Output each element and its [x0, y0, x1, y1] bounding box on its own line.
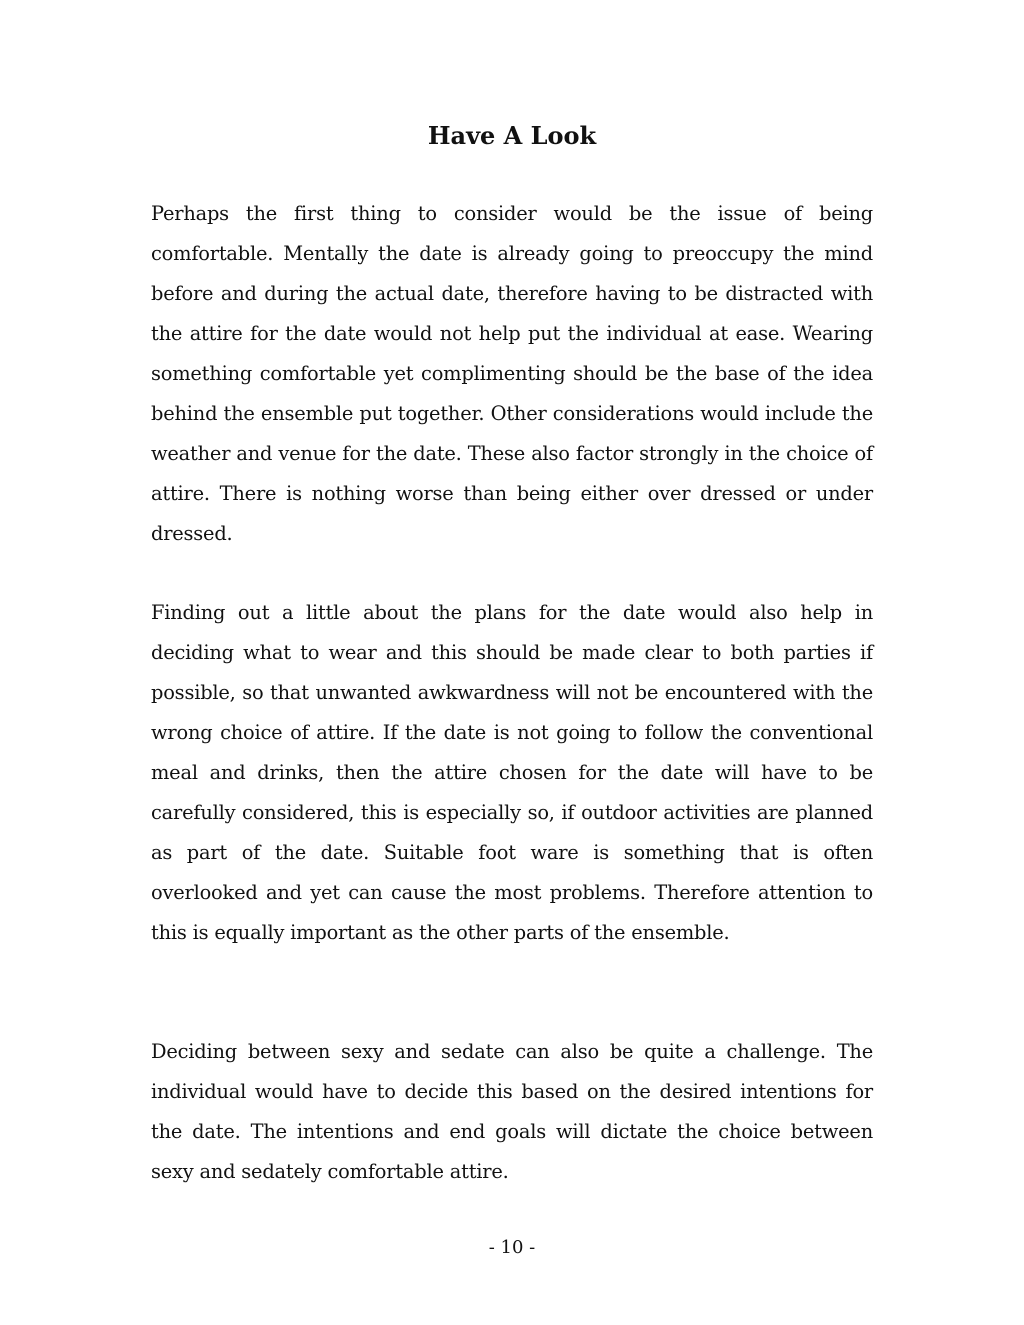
paragraph-1: Perhaps the first thing to consider would be the issue of being comfortable. Mentally the date is already going to preoccupy the mind before and during the actual date, therefore having to be distracted with the attire for the date would not help put the individual at ease. Wearing something comfortable yet complimenting should be the base of the idea behind the ensemble put together. Other considerations would include the weather and venue for the date. These also factor strongly in the choice of attire. There is nothing worse than being either over dressed or under dressed.	[151, 202, 873, 545]
page-title: Have A Look	[427, 121, 597, 150]
paragraph-3: Deciding between sexy and sedate can also be quite a challenge. The individual would have to decide this based on the desired intentions for the date. The intentions and end goals will dictate the choice between sexy and sedately comfortable attire.	[151, 1040, 873, 1183]
page-number: - 10 -	[488, 1237, 536, 1258]
paragraph-2: Finding out a little about the plans for the date would also help in deciding what to wear and this should be made clear to both parties if possible, so that unwanted awkwardness will not be encountered with the wrong choice of attire. If the date is not going to follow the conventional meal and drinks, then the attire chosen for the date will have to be carefully considered, this is especially so, if outdoor activities are planned as part of the date. Suitable foot ware is something that is often overlooked and yet can cause the most problems. Therefore attention to this is equally important as the other parts of the ensemble.	[151, 601, 873, 944]
